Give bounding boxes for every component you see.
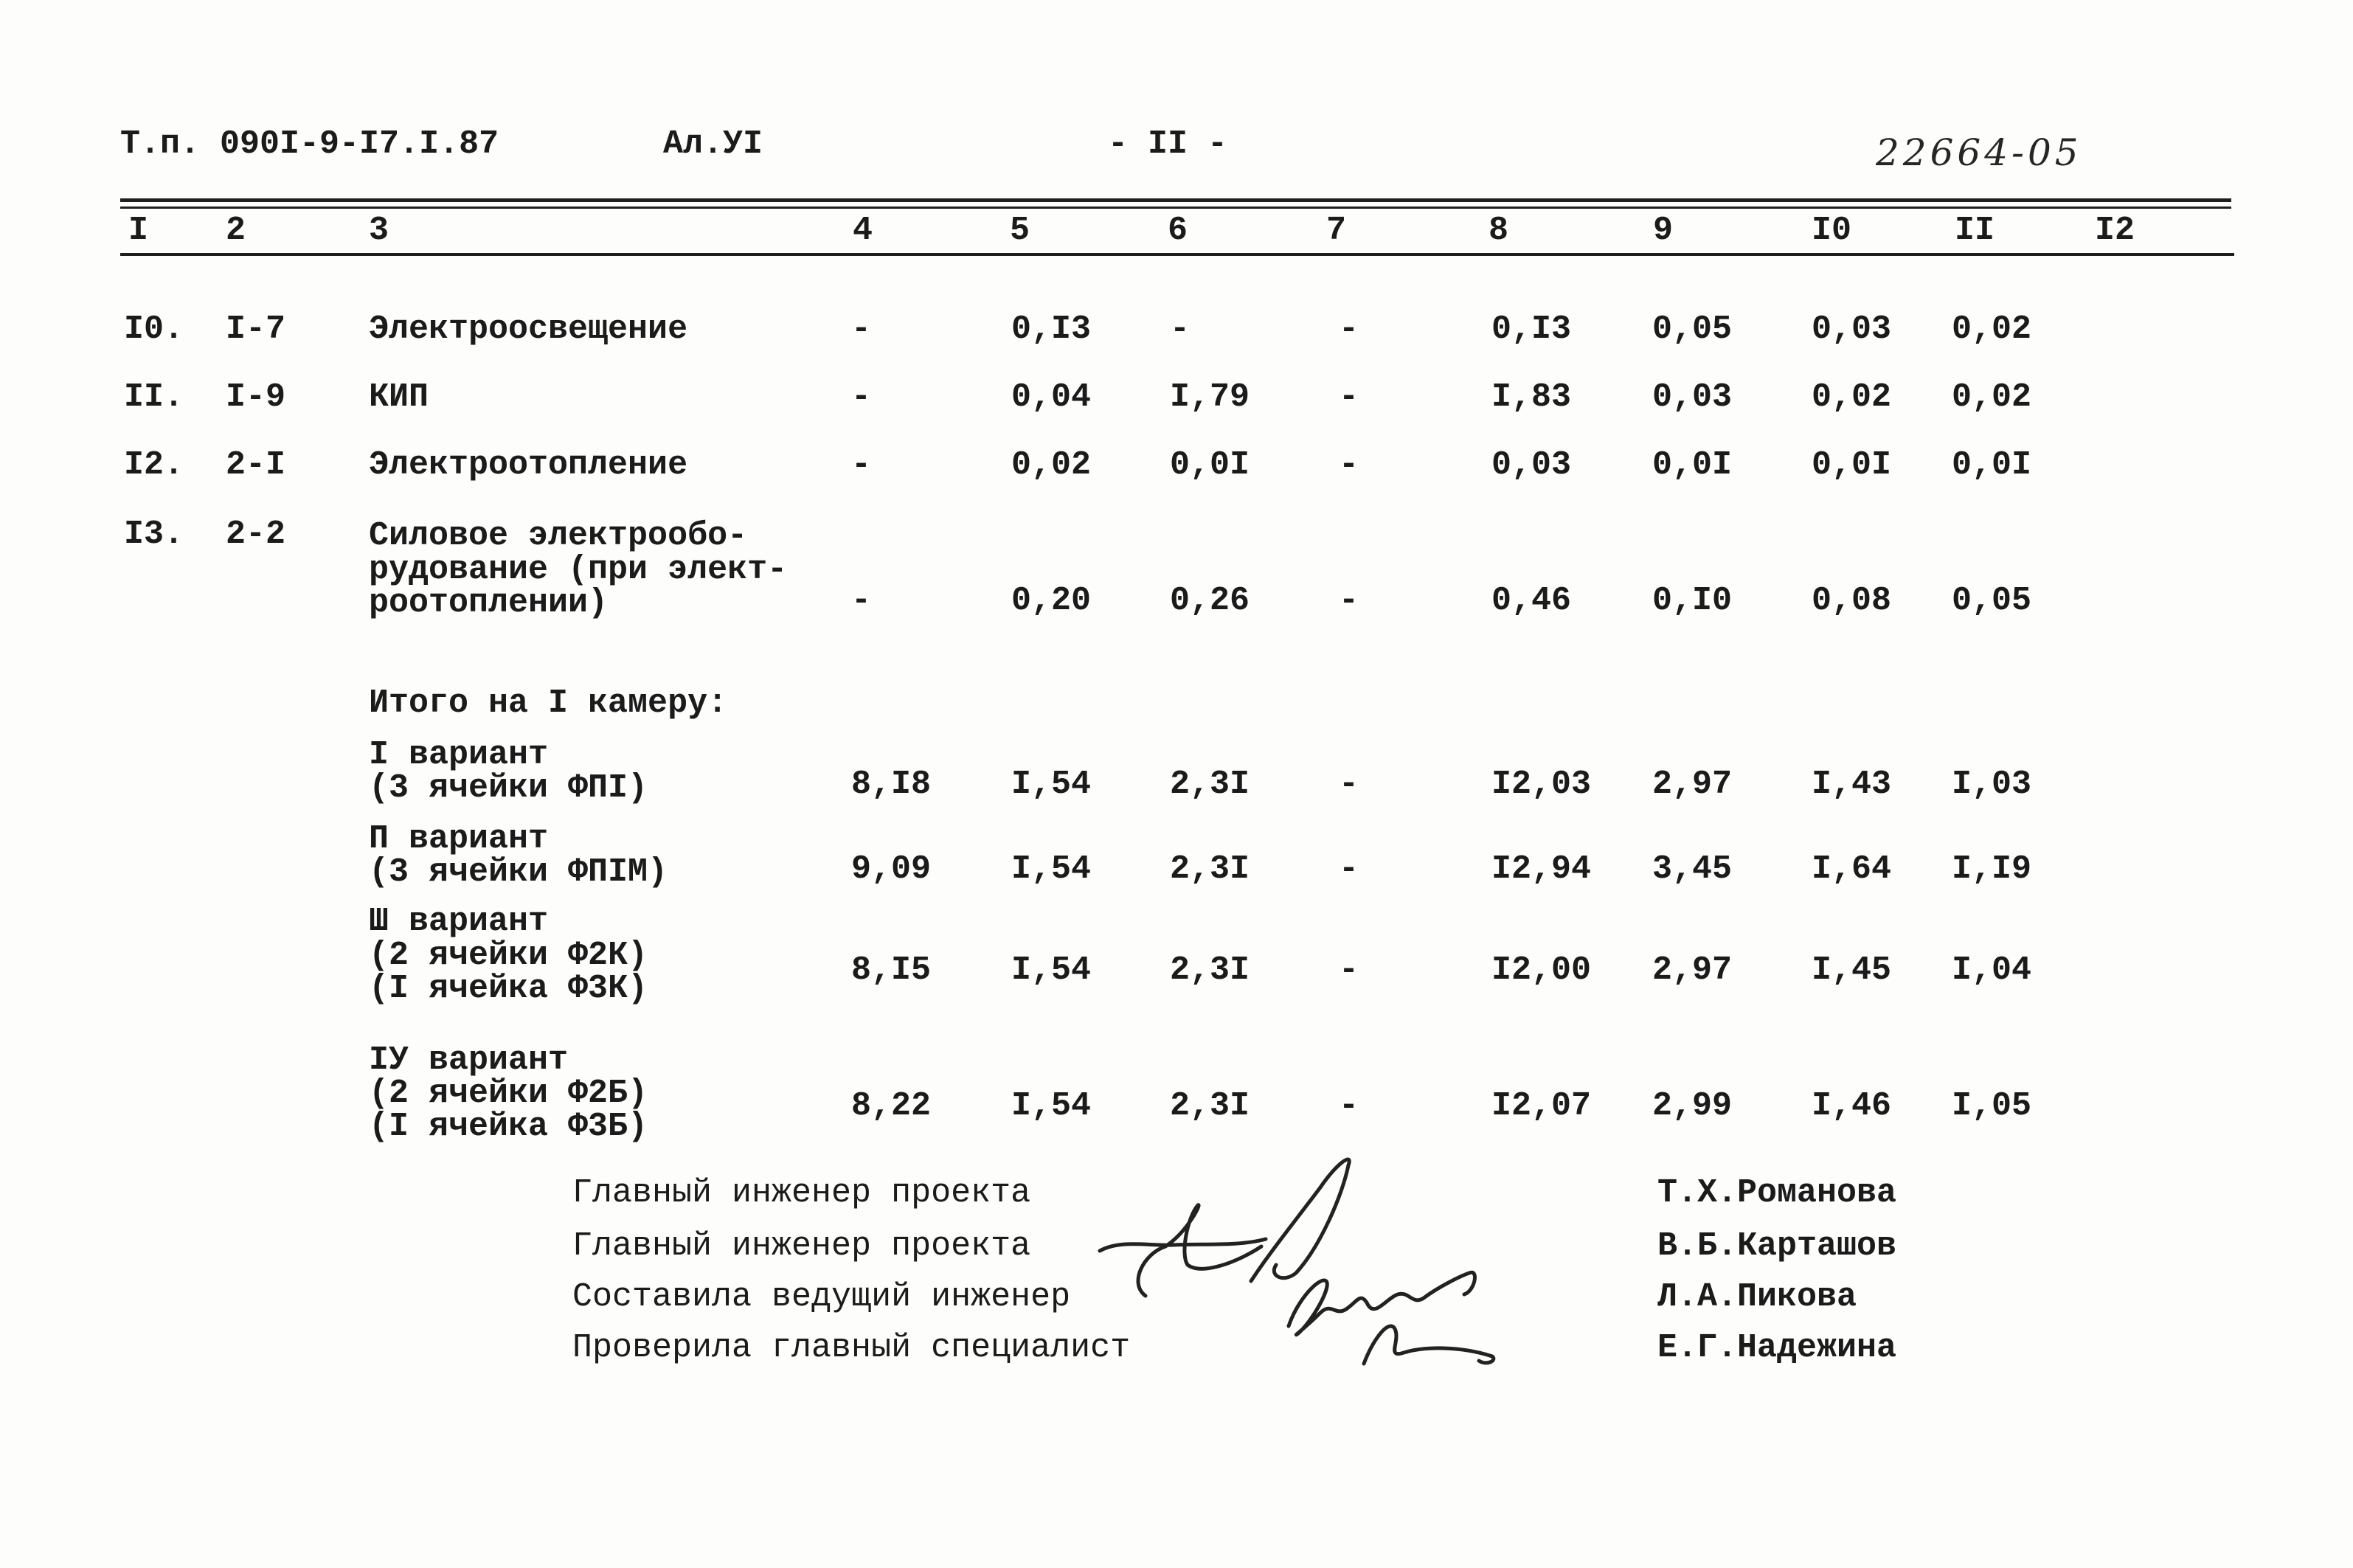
value-cell: - [1339, 311, 1359, 348]
row-number: II. [124, 378, 184, 416]
value-cell: I,43 [1812, 766, 1892, 803]
value-cell: I,54 [1011, 1087, 1092, 1125]
column-header: 3 [369, 212, 389, 249]
table-top-rule-secondary [120, 207, 2231, 209]
value-cell: 2,97 [1652, 766, 1733, 803]
total-label: Итого на I камеру: [369, 684, 728, 722]
variant-name-line: (3 ячейки ФПIМ) [369, 853, 668, 891]
value-cell: 0,I3 [1491, 311, 1572, 348]
value-cell: - [851, 311, 872, 348]
signatory-role: Проверила главный специалист [572, 1329, 1131, 1367]
signatory-role: Главный инженер проекта [572, 1227, 1031, 1265]
variant-name-line: Ш вариант [369, 903, 549, 940]
value-cell: I2,03 [1491, 766, 1592, 803]
value-cell: 2,3I [1170, 850, 1250, 888]
value-cell: 8,22 [851, 1087, 932, 1125]
column-header: II [1955, 212, 1995, 249]
value-cell: I,64 [1812, 850, 1892, 888]
inventory-number-handwritten: 22664-05 [1876, 131, 2082, 174]
handwritten-signatures [1077, 1136, 1519, 1387]
variant-name-line: (3 ячейки ФПI) [369, 769, 648, 807]
value-cell: 0,02 [1952, 378, 2032, 416]
variant-name-line: (I ячейка Ф3Б) [369, 1108, 648, 1145]
value-cell: 0,02 [1812, 378, 1892, 416]
value-cell: - [1339, 582, 1359, 620]
value-cell: - [1170, 311, 1191, 348]
row-number: I3. [124, 516, 184, 553]
value-cell: 0,02 [1952, 311, 2032, 348]
value-cell: 0,0I [1170, 446, 1250, 484]
value-cell: 0,03 [1812, 311, 1892, 348]
value-cell: 8,I5 [851, 951, 932, 989]
value-cell: 8,I8 [851, 766, 932, 803]
signature-1 [1100, 1159, 1349, 1296]
signature-3 [1364, 1326, 1494, 1364]
value-cell: 2,3I [1170, 766, 1250, 803]
table-top-rule [120, 198, 2231, 202]
value-cell: 0,05 [1652, 311, 1733, 348]
signatory-name: Т.Х.Романова [1657, 1174, 1897, 1212]
value-cell: I,54 [1011, 951, 1092, 989]
column-header: 9 [1653, 212, 1674, 249]
value-cell: I,05 [1952, 1087, 2032, 1125]
value-cell: I2,07 [1491, 1087, 1592, 1125]
page-number: - II - [1108, 125, 1228, 163]
signatory-name: Л.А.Пикова [1657, 1278, 1857, 1316]
signatory-role: Главный инженер проекта [572, 1174, 1031, 1212]
value-cell: 0,08 [1812, 582, 1892, 620]
value-cell: 2,99 [1652, 1087, 1733, 1125]
value-cell: 0,0I [1952, 446, 2032, 484]
value-cell: I,83 [1491, 378, 1572, 416]
signatory-name: В.Б.Карташов [1657, 1227, 1897, 1265]
item-name: КИП [369, 378, 429, 416]
value-cell: I,46 [1812, 1087, 1892, 1125]
item-name-line: рудование (при элект- [369, 551, 788, 589]
column-header: 7 [1326, 212, 1347, 249]
variant-name-line: П вариант [369, 820, 549, 858]
value-cell: 0,I0 [1652, 582, 1733, 620]
variant-name-line: (2 ячейки Ф2Б) [369, 1075, 648, 1112]
variant-name-line: (I ячейка Ф3К) [369, 970, 648, 1007]
value-cell: 2,3I [1170, 1087, 1250, 1125]
value-cell: 0,02 [1011, 446, 1092, 484]
value-cell: 0,20 [1011, 582, 1092, 620]
item-code: 2-I [226, 446, 286, 484]
item-code: I-7 [226, 311, 286, 348]
value-cell: I2,94 [1491, 850, 1592, 888]
column-header: 2 [226, 212, 246, 249]
value-cell: - [1339, 378, 1359, 416]
album-number: Ал.УI [663, 125, 763, 163]
value-cell: I,03 [1952, 766, 2032, 803]
value-cell: I,45 [1812, 951, 1892, 989]
variant-name-line: IУ вариант [369, 1041, 569, 1079]
column-header: 4 [853, 212, 873, 249]
value-cell: 0,03 [1491, 446, 1572, 484]
value-cell: I,I9 [1952, 850, 2032, 888]
item-name-line: роотоплении) [369, 584, 609, 622]
item-name-line: Силовое электрообо- [369, 517, 748, 555]
item-code: 2-2 [226, 516, 286, 553]
value-cell: 0,0I [1652, 446, 1733, 484]
value-cell: 0,03 [1652, 378, 1733, 416]
signature-2 [1289, 1272, 1474, 1335]
value-cell: 0,I3 [1011, 311, 1092, 348]
document-id: Т.п. 090I-9-I7.I.87 [120, 125, 499, 163]
value-cell: - [1339, 1087, 1359, 1125]
value-cell: - [851, 582, 872, 620]
value-cell: 9,09 [851, 850, 932, 888]
value-cell: - [851, 378, 872, 416]
column-header: I0 [1812, 212, 1852, 249]
signatory-name: Е.Г.Надежина [1657, 1329, 1897, 1367]
header-bottom-rule [120, 253, 2234, 256]
value-cell: - [1339, 850, 1359, 888]
column-header: I [128, 212, 149, 249]
value-cell: - [1339, 446, 1359, 484]
value-cell: 0,46 [1491, 582, 1572, 620]
column-header: I2 [2095, 212, 2135, 249]
value-cell: 2,3I [1170, 951, 1250, 989]
variant-name-line: I вариант [369, 736, 549, 774]
item-name: Электроотопление [369, 446, 688, 484]
value-cell: I,54 [1011, 766, 1092, 803]
value-cell: - [1339, 951, 1359, 989]
value-cell: I,54 [1011, 850, 1092, 888]
column-header: 8 [1489, 212, 1509, 249]
row-number: I0. [124, 311, 184, 348]
value-cell: I,04 [1952, 951, 2032, 989]
value-cell: 0,05 [1952, 582, 2032, 620]
value-cell: - [851, 446, 872, 484]
signatory-role: Составила ведущий инженер [572, 1278, 1071, 1316]
column-header: 6 [1168, 212, 1188, 249]
row-number: I2. [124, 446, 184, 484]
value-cell: I2,00 [1491, 951, 1592, 989]
column-header: 5 [1010, 212, 1030, 249]
variant-name-line: (2 ячейки Ф2К) [369, 937, 648, 974]
item-name: Электроосвещение [369, 311, 688, 348]
value-cell: 0,0I [1812, 446, 1892, 484]
value-cell: 0,26 [1170, 582, 1250, 620]
item-code: I-9 [226, 378, 286, 416]
value-cell: - [1339, 766, 1359, 803]
value-cell: 0,04 [1011, 378, 1092, 416]
value-cell: I,79 [1170, 378, 1250, 416]
value-cell: 2,97 [1652, 951, 1733, 989]
value-cell: 3,45 [1652, 850, 1733, 888]
